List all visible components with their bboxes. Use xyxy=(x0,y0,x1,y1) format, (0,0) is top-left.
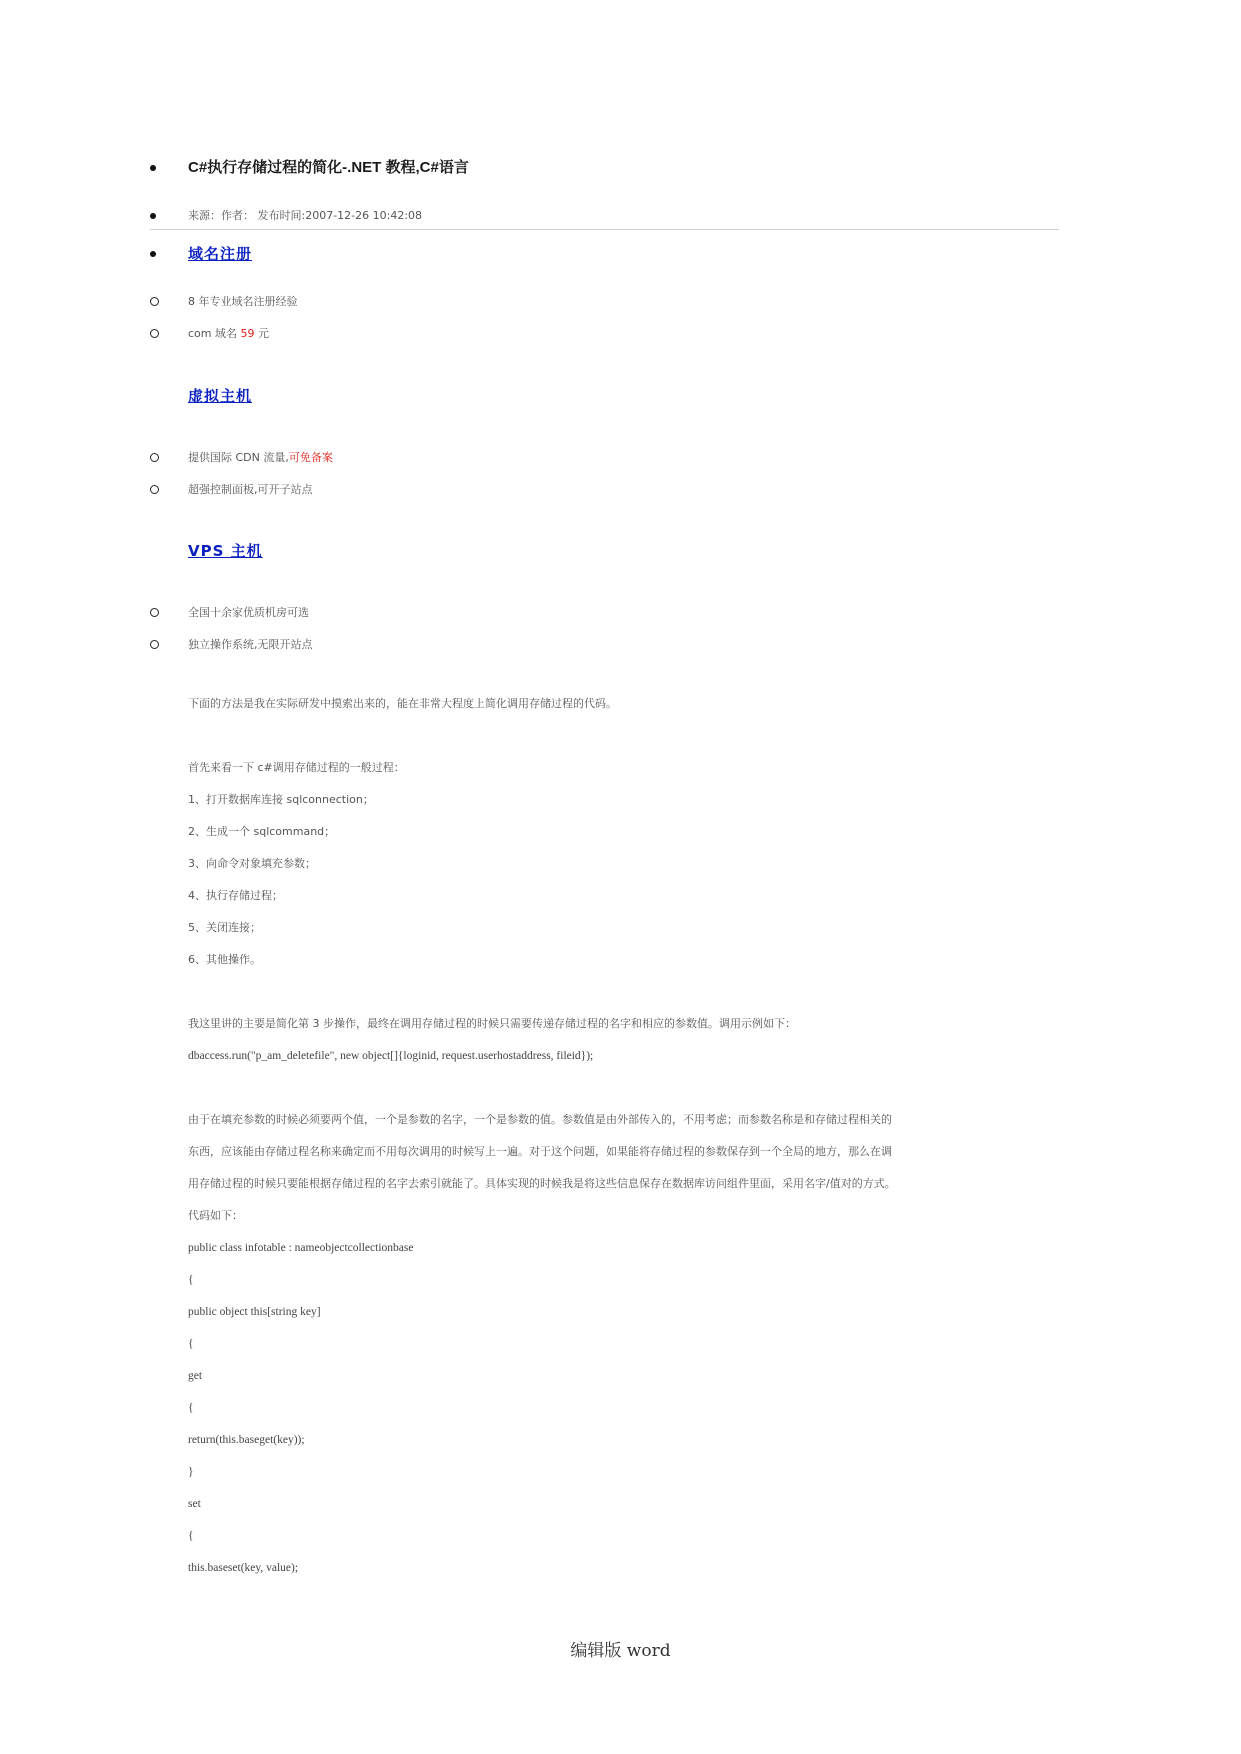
list-item-text: 8 年专业域名注册经验 xyxy=(188,295,298,308)
article-title: C#执行存储过程的简化-.NET 教程,C#语言 xyxy=(188,159,469,176)
article-meta: 来源：作者： 发布时间:2007-12-26 10:42:08 xyxy=(188,209,423,222)
list-item-text: 超强控制面板,可开子站点 xyxy=(188,483,313,496)
steps-title: 首先来看一下 c#调用存储过程的一般过程： xyxy=(188,761,405,774)
divider xyxy=(150,229,1059,230)
link-domain-registration[interactable]: 域名注册 xyxy=(188,245,253,263)
step-item: 3、向命令对象填充参数； xyxy=(188,857,316,870)
ad-heading-row xyxy=(150,243,1061,265)
bullet-circle-icon xyxy=(150,297,159,306)
list-item-text-suffix: 元 xyxy=(254,327,269,340)
no-filing-highlight: 可免备案 xyxy=(288,451,333,464)
meta-row xyxy=(150,205,1061,227)
list-item xyxy=(150,291,1061,313)
explain-line: 由于在填充参数的时候必须要两个值，一个是参数的名字，一个是参数的值。参数值是由外部传入的，不用考虑；而参数名称是和存储过程相关的 xyxy=(188,1113,892,1126)
code-line: { xyxy=(188,1402,194,1414)
title-row xyxy=(150,157,1061,179)
list-item-text-main: 提供国际 CDN 流量, xyxy=(188,451,289,464)
step-item: 5、关闭连接； xyxy=(188,921,261,934)
code-line: { xyxy=(188,1530,194,1542)
explain-line: 东西，应该能由存储过程名称来确定而不用每次调用的时候写上一遍。对于这个问题，如果能将存储过程的参数保存到一个全局的地方，那么在调 xyxy=(188,1145,892,1158)
code-line: { xyxy=(188,1338,194,1350)
simplify-paragraph: 我这里讲的主要是简化第 3 步操作，最终在调用存储过程的时候只需要传递存储过程的名字和相应的参数值。调用示例如下： xyxy=(188,1017,796,1030)
list-item-text: 独立操作系统,无限开站点 xyxy=(188,638,313,651)
code-line: public object this[string key] xyxy=(188,1306,321,1318)
list-item xyxy=(150,323,1061,345)
list-item-text xyxy=(188,447,333,469)
code-line: set xyxy=(188,1498,201,1510)
list-item xyxy=(150,479,1061,501)
code-line: } xyxy=(188,1466,194,1478)
list-item-text xyxy=(188,323,269,345)
price-highlight: 59 xyxy=(240,327,255,340)
list-item xyxy=(150,447,1061,469)
bullet-disc-icon xyxy=(150,213,156,219)
list-item xyxy=(150,634,1061,656)
page-footer: 编辑版 word xyxy=(570,1641,671,1661)
intro-paragraph: 下面的方法是我在实际研发中摸索出来的，能在非常大程度上简化调用存储过程的代码。 xyxy=(188,697,617,710)
step-item: 6、其他操作。 xyxy=(188,953,261,966)
bullet-circle-icon xyxy=(150,453,159,462)
code-example: dbaccess.run("p_am_deletefile", new object[]{loginid, request.userhostaddress, fileid}); xyxy=(188,1050,594,1062)
list-item-text: 全国十余家优质机房可选 xyxy=(188,606,309,619)
step-item: 1、打开数据库连接 sqlconnection； xyxy=(188,793,374,806)
bullet-circle-icon xyxy=(150,640,159,649)
bullet-circle-icon xyxy=(150,608,159,617)
code-line: return(this.baseget(key)); xyxy=(188,1434,305,1446)
bullet-circle-icon xyxy=(150,485,159,494)
list-item-text-main: com 域名 xyxy=(188,327,241,340)
code-line: { xyxy=(188,1274,194,1286)
code-intro: 代码如下： xyxy=(188,1209,243,1222)
explain-line: 用存储过程的时候只要能根据存储过程的名字去索引就能了。具体实现的时候我是将这些信息保存在数据库访问组件里面，采用名字/值对的方式。 xyxy=(188,1177,896,1190)
step-item: 4、执行存储过程； xyxy=(188,889,283,902)
ad-heading-row xyxy=(150,540,1061,562)
list-item xyxy=(150,602,1061,624)
bullet-disc-icon xyxy=(150,251,156,257)
bullet-circle-icon xyxy=(150,329,159,338)
bullet-disc-icon xyxy=(150,165,156,171)
ad-heading-row xyxy=(150,385,1061,407)
code-line: this.baseset(key, value); xyxy=(188,1562,299,1574)
code-line: get xyxy=(188,1370,203,1382)
link-virtual-host[interactable]: 虚拟主机 xyxy=(188,387,253,405)
code-line: public class infotable : nameobjectcollectionbase xyxy=(188,1242,414,1254)
link-vps-host[interactable]: VPS 主机 xyxy=(188,542,263,560)
step-item: 2、生成一个 sqlcommand； xyxy=(188,825,336,838)
